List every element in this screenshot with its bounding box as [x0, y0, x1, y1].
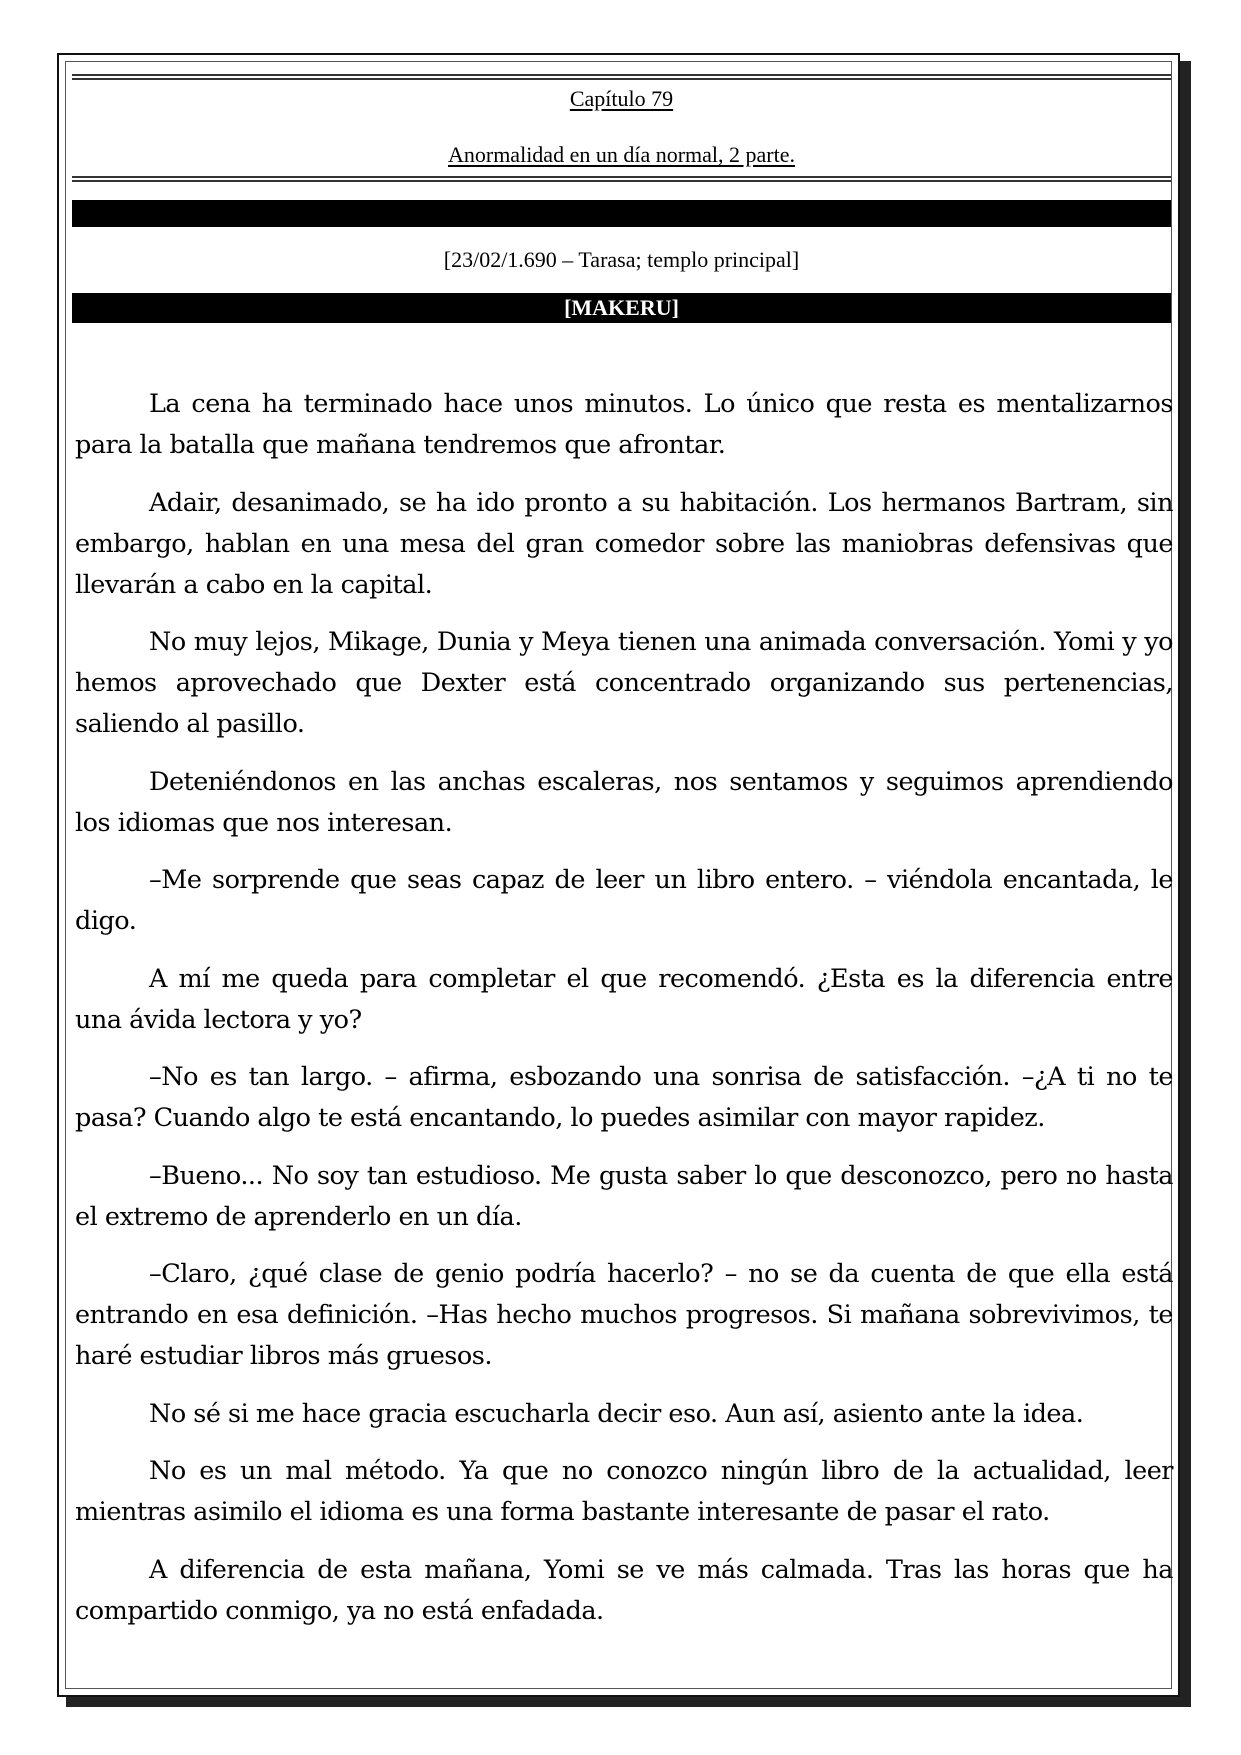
- chapter-title: Capítulo 79: [569, 86, 674, 111]
- paragraph: No muy lejos, Mikage, Dunia y Meya tienen una animada conversación. Yomi y yo hemos aprovechado que Dexter está concentrado organizando sus pertenencias, saliendo al pasillo.: [75, 627, 1173, 739]
- chapter-subtitle: Anormalidad en un día normal, 2 parte.: [447, 142, 795, 167]
- paragraph: No es un mal método. Ya que no conozco ningún libro de la actualidad, leer mientras asimilo el idioma es una forma bastante interesante de pasar el rato.: [75, 1456, 1173, 1527]
- paragraph: –Claro, ¿qué clase de genio podría hacerlo? – no se da cuenta de que ella está entrando en esa definición. –Has hecho muchos progresos. Si mañana sobrevivimos, te haré estudiar libros más gruesos.: [75, 1259, 1173, 1371]
- paragraph: La cena ha terminado hace unos minutos. Lo único que resta es mentalizarnos para la batalla que mañana tendremos que afrontar.: [75, 389, 1173, 460]
- scene-date-location: [23/02/1.690 – Tarasa; templo principal]: [443, 247, 800, 272]
- pov-character-bar: [MAKERU]: [72, 293, 1171, 323]
- chapter-body: [75, 384, 1173, 1648]
- paragraph: Adair, desanimado, se ha ido pronto a su habitación. Los hermanos Bartram, sin embargo, hablan en una mesa del gran comedor sobre las maniobras defensivas que llevarán a cabo en la capital.: [75, 487, 1173, 600]
- header-bottom-rule: [72, 176, 1171, 182]
- paragraph: No sé si me hace gracia escucharla decir eso. Aun así, asiento ante la idea.: [149, 1398, 1084, 1429]
- paragraph: –Me sorprende que seas capaz de leer un libro entero. – viéndola encantada, le digo.: [75, 865, 1173, 936]
- paragraph: A diferencia de esta mañana, Yomi se ve más calmada. Tras las horas que ha compartido conmigo, ya no está enfadada.: [75, 1554, 1173, 1626]
- paragraph: –Bueno... No soy tan estudioso. Me gusta saber lo que desconozco, pero no hasta el extremo de aprenderlo en un día.: [75, 1160, 1173, 1232]
- paragraph: Deteniéndonos en las anchas escaleras, nos sentamos y seguimos aprendiendo los idiomas que nos interesan.: [75, 766, 1173, 838]
- header-top-rule: [72, 74, 1171, 80]
- paragraph: A mí me queda para completar el que recomendó. ¿Esta es la diferencia entre una ávida lectora y yo?: [75, 963, 1173, 1035]
- paragraph: –No es tan largo. – afirma, esbozando una sonrisa de satisfacción. –¿A ti no te pasa? Cuando algo te está encantando, lo puedes asimilar con mayor rapidez.: [75, 1062, 1173, 1133]
- black-separator-bar: [72, 200, 1171, 227]
